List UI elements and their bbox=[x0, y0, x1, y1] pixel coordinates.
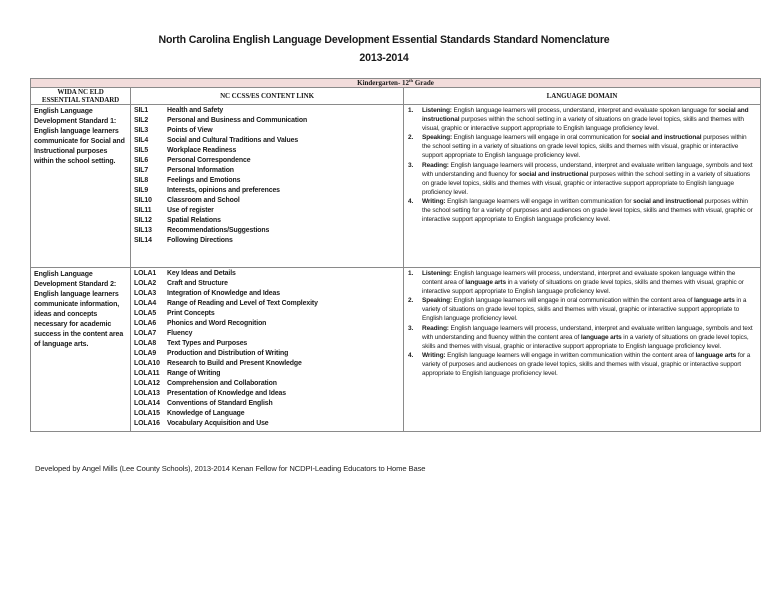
content-link-item bbox=[134, 236, 403, 246]
domain-text-pre: English language learners will engage in written communication within the content area of bbox=[445, 351, 696, 359]
link-code: SIL3 bbox=[134, 127, 149, 134]
language-domain-item bbox=[408, 106, 756, 133]
link-code: SIL10 bbox=[134, 197, 152, 204]
domain-text-post: purposes within the school setting in a variety of situations on grade level topics, skills and themes with visual, graphic or interactive support appropriate to English language proficiency level. bbox=[422, 170, 750, 196]
link-label: Interests, opinions and preferences bbox=[167, 187, 280, 194]
document-title: North Carolina English Language Development Essential Standards Standard Nomenclature bbox=[158, 34, 610, 46]
content-link-item bbox=[134, 319, 403, 329]
link-label: Print Concepts bbox=[167, 310, 215, 317]
domain-lead: Reading: bbox=[422, 161, 449, 169]
link-code: LOLA6 bbox=[134, 320, 157, 327]
domain-text-post: for a variety of purposes and audiences on grade level topics, skills and themes with visual, graphic or interactive support appropriate to English language proficiency level. bbox=[422, 351, 751, 378]
domain-text bbox=[422, 197, 756, 224]
link-label: Following Directions bbox=[167, 237, 233, 244]
standard-description: English Language Development Standard 1: English language learners communicate for Social and Instructional purposes within the school setting. bbox=[31, 105, 131, 268]
link-label: Text Types and Purposes bbox=[167, 340, 248, 347]
link-label: Integration of Knowledge and Ideas bbox=[167, 290, 280, 297]
link-label: Vocabulary Acquisition and Use bbox=[167, 420, 269, 427]
content-link-item bbox=[134, 349, 403, 359]
domain-number: 4. bbox=[408, 197, 414, 205]
grade-band-header bbox=[31, 79, 761, 88]
link-code: LOLA16 bbox=[134, 420, 160, 427]
header-line: ESSENTIAL STANDARD bbox=[41, 96, 120, 104]
link-code: LOLA14 bbox=[134, 400, 160, 407]
language-domain-list bbox=[404, 105, 761, 268]
content-link-item bbox=[134, 186, 403, 196]
content-link-item bbox=[134, 359, 403, 369]
link-code: SIL4 bbox=[134, 137, 149, 144]
domain-text-pre: English language learners will process, understand, interpret and evaluate spoken language for bbox=[451, 107, 718, 114]
language-domain-list bbox=[404, 268, 761, 432]
link-code: LOLA3 bbox=[134, 290, 157, 297]
header-line: WIDA NC ELD bbox=[57, 88, 104, 96]
domain-text-pre: English language learners will engage in written communication for bbox=[445, 197, 634, 205]
domain-text-post: purposes within the school setting in a variety of situations on grade level topics, skills and themes with visual, graphic or interactive support appropriate to English language proficiency level. bbox=[422, 134, 747, 160]
domain-text-post: in a variety of situations on grade level topics, skills and themes with visual, graphic or interactive support appropriate to English language proficiency level. bbox=[422, 279, 744, 296]
content-link-item bbox=[134, 379, 403, 389]
footer-credit: Developed by Angel Mills (Lee County Schools), 2013-2014 Kenan Fellow for NCDPI-Leading Educators to Home Base bbox=[35, 464, 426, 473]
link-code: LOLA12 bbox=[134, 380, 160, 387]
link-code: SIL11 bbox=[134, 207, 152, 214]
standards-table bbox=[30, 78, 761, 432]
content-link-item bbox=[134, 279, 403, 289]
domain-text bbox=[422, 269, 756, 296]
domain-focus: social and instructional bbox=[422, 107, 749, 124]
link-code: LOLA5 bbox=[134, 310, 157, 317]
content-link-item bbox=[134, 389, 403, 399]
link-code: SIL13 bbox=[134, 227, 152, 234]
link-label: Personal Information bbox=[167, 167, 234, 174]
link-label: Fluency bbox=[167, 330, 193, 337]
content-link-item bbox=[134, 419, 403, 429]
link-label: Presentation of Knowledge and Ideas bbox=[167, 390, 287, 397]
content-link-item bbox=[134, 206, 403, 216]
table-row bbox=[31, 268, 761, 432]
link-code: LOLA2 bbox=[134, 280, 157, 287]
content-link-item bbox=[134, 116, 403, 126]
domain-lead: Writing: bbox=[422, 197, 446, 205]
domain-text bbox=[422, 161, 756, 197]
link-label: Personal Correspondence bbox=[167, 157, 251, 164]
column-header-standard bbox=[31, 88, 131, 105]
content-link-item bbox=[134, 166, 403, 176]
link-code: SIL8 bbox=[134, 177, 149, 184]
grade-band-prefix: Kindergarten- 12 bbox=[357, 79, 410, 87]
link-label: Range of Reading and Level of Text Complexity bbox=[167, 300, 318, 307]
link-label: Social and Cultural Traditions and Values bbox=[167, 137, 299, 144]
link-code: SIL2 bbox=[134, 117, 149, 124]
content-link-item bbox=[134, 399, 403, 409]
language-domain-item bbox=[408, 197, 756, 224]
content-link-item bbox=[134, 136, 403, 146]
language-domain-item bbox=[408, 324, 756, 351]
content-link-item bbox=[134, 226, 403, 236]
link-code: SIL12 bbox=[134, 217, 152, 224]
content-link-item bbox=[134, 216, 403, 226]
domain-number: 1. bbox=[408, 270, 414, 277]
domain-text-pre: English language learners will process, understand, interpret and evaluate spoken language within the content area of bbox=[422, 270, 736, 287]
domain-text-pre: English language learners will process, understand, interpret and evaluate written language, symbols and text with understanding and fluency within the content area of bbox=[422, 324, 753, 341]
domain-focus: language arts bbox=[580, 333, 622, 341]
link-code: SIL5 bbox=[134, 147, 149, 154]
domain-lead: Speaking: bbox=[422, 134, 452, 142]
language-domain-item bbox=[408, 296, 756, 323]
link-code: SIL1 bbox=[134, 107, 149, 114]
link-label: Comprehension and Collaboration bbox=[167, 380, 277, 387]
link-code: LOLA15 bbox=[134, 410, 160, 417]
link-label: Use of register bbox=[167, 207, 214, 214]
content-link-item bbox=[134, 196, 403, 206]
link-label: Personal and Business and Communication bbox=[167, 117, 308, 124]
link-label: Workplace Readiness bbox=[167, 147, 237, 154]
domain-focus: language arts bbox=[694, 297, 735, 305]
link-code: SIL14 bbox=[134, 237, 152, 244]
link-code: SIL9 bbox=[134, 187, 149, 194]
link-label: Health and Safety bbox=[167, 107, 224, 114]
grade-band-suffix: Grade bbox=[413, 79, 434, 87]
link-label: Key Ideas and Details bbox=[167, 270, 236, 277]
domain-text bbox=[422, 351, 756, 378]
domain-number: 3. bbox=[408, 324, 414, 332]
domain-focus: language arts bbox=[695, 351, 737, 359]
link-code: SIL6 bbox=[134, 157, 149, 164]
table-row bbox=[31, 105, 761, 268]
domain-text-pre: English language learners will engage in oral communication for bbox=[451, 134, 632, 142]
standard-description: English Language Development Standard 2: English language learners communicate information, ideas and concepts necessary for academic success in the content area of language arts. bbox=[31, 268, 131, 432]
domain-number: 3. bbox=[408, 161, 414, 169]
domain-text-post: purposes within the school setting for a variety of purposes and audiences on grade level topics, skills and themes with visual, graphic or interactive support appropriate to English language proficiency level. bbox=[422, 197, 753, 224]
column-header-language-domain: LANGUAGE DOMAIN bbox=[404, 88, 761, 105]
language-domain-item bbox=[408, 133, 756, 160]
content-link-item bbox=[134, 329, 403, 339]
column-header-content-link: NC CCSS/ES CONTENT LINK bbox=[131, 88, 404, 105]
link-label: Craft and Structure bbox=[167, 280, 228, 287]
link-label: Recommendations/Suggestions bbox=[167, 227, 270, 234]
domain-focus: language arts bbox=[465, 279, 506, 287]
content-link-list bbox=[131, 268, 404, 432]
content-link-item bbox=[134, 409, 403, 419]
link-code: LOLA8 bbox=[134, 340, 157, 347]
link-code: LOLA11 bbox=[134, 370, 160, 377]
content-link-item bbox=[134, 369, 403, 379]
link-label: Classroom and School bbox=[167, 197, 240, 204]
link-label: Range of Writing bbox=[167, 370, 221, 377]
document-year: 2013-2014 bbox=[359, 52, 409, 64]
content-link-item bbox=[134, 299, 403, 309]
domain-text-post: in a variety of situations on grade level topics, skills and themes with visual, graphic or interactive support appropriate to English language proficiency level. bbox=[422, 297, 747, 323]
language-domain-item bbox=[408, 269, 756, 296]
link-code: LOLA9 bbox=[134, 350, 157, 357]
link-label: Production and Distribution of Writing bbox=[167, 350, 289, 357]
domain-number: 1. bbox=[408, 107, 414, 114]
link-code: LOLA13 bbox=[134, 390, 160, 397]
link-code: LOLA1 bbox=[134, 270, 157, 277]
link-code: LOLA10 bbox=[134, 360, 160, 367]
language-domain-item bbox=[408, 351, 756, 378]
domain-text-pre: English language learners will process, understand, interpret and evaluate written language, symbols and text with understanding and fluency for bbox=[422, 161, 753, 178]
domain-text-pre: English language learners will engage in oral communication within the content area of bbox=[451, 297, 694, 305]
domain-number: 4. bbox=[408, 351, 414, 359]
link-label: Feelings and Emotions bbox=[167, 177, 241, 184]
content-link-list bbox=[131, 105, 404, 268]
domain-text bbox=[422, 296, 756, 323]
domain-lead: Speaking: bbox=[422, 297, 452, 305]
link-label: Phonics and Word Recognition bbox=[167, 320, 267, 327]
link-code: LOLA4 bbox=[134, 300, 157, 307]
link-label: Conventions of Standard English bbox=[167, 400, 273, 407]
grade-band-sup: th bbox=[409, 78, 414, 83]
domain-lead: Writing: bbox=[422, 351, 446, 359]
content-link-item bbox=[134, 156, 403, 166]
domain-text bbox=[422, 106, 756, 133]
link-code: LOLA7 bbox=[134, 330, 157, 337]
content-link-item bbox=[134, 106, 403, 116]
domain-focus: social and instructional bbox=[631, 134, 702, 142]
link-label: Points of View bbox=[167, 127, 213, 134]
domain-text bbox=[422, 324, 756, 351]
content-link-item bbox=[134, 339, 403, 349]
content-link-item bbox=[134, 126, 403, 136]
language-domain-item bbox=[408, 161, 756, 197]
domain-text-post: purposes within the school setting in a variety of situations on grade level topics, skills and themes with visual, graphic or interactive support appropriate to English language proficiency level. bbox=[422, 116, 744, 133]
link-label: Knowledge of Language bbox=[167, 410, 245, 417]
content-link-item bbox=[134, 146, 403, 156]
content-link-item bbox=[134, 289, 403, 299]
link-label: Spatial Relations bbox=[167, 217, 221, 224]
content-link-item bbox=[134, 269, 403, 279]
domain-text-post: in a variety of situations on grade level topics, skills and themes with visual, graphic or interactive support appropriate to English language proficiency level. bbox=[422, 333, 749, 350]
content-link-item bbox=[134, 309, 403, 319]
domain-lead: Reading: bbox=[422, 324, 449, 332]
domain-focus: social and instructional bbox=[633, 197, 703, 205]
domain-number: 2. bbox=[408, 297, 414, 305]
domain-lead: Listening: bbox=[422, 270, 452, 277]
domain-text bbox=[422, 133, 756, 160]
link-code: SIL7 bbox=[134, 167, 149, 174]
content-link-item bbox=[134, 176, 403, 186]
link-label: Research to Build and Present Knowledge bbox=[167, 360, 302, 367]
domain-number: 2. bbox=[408, 134, 414, 142]
domain-focus: social and instructional bbox=[518, 170, 589, 178]
domain-lead: Listening: bbox=[422, 107, 452, 114]
